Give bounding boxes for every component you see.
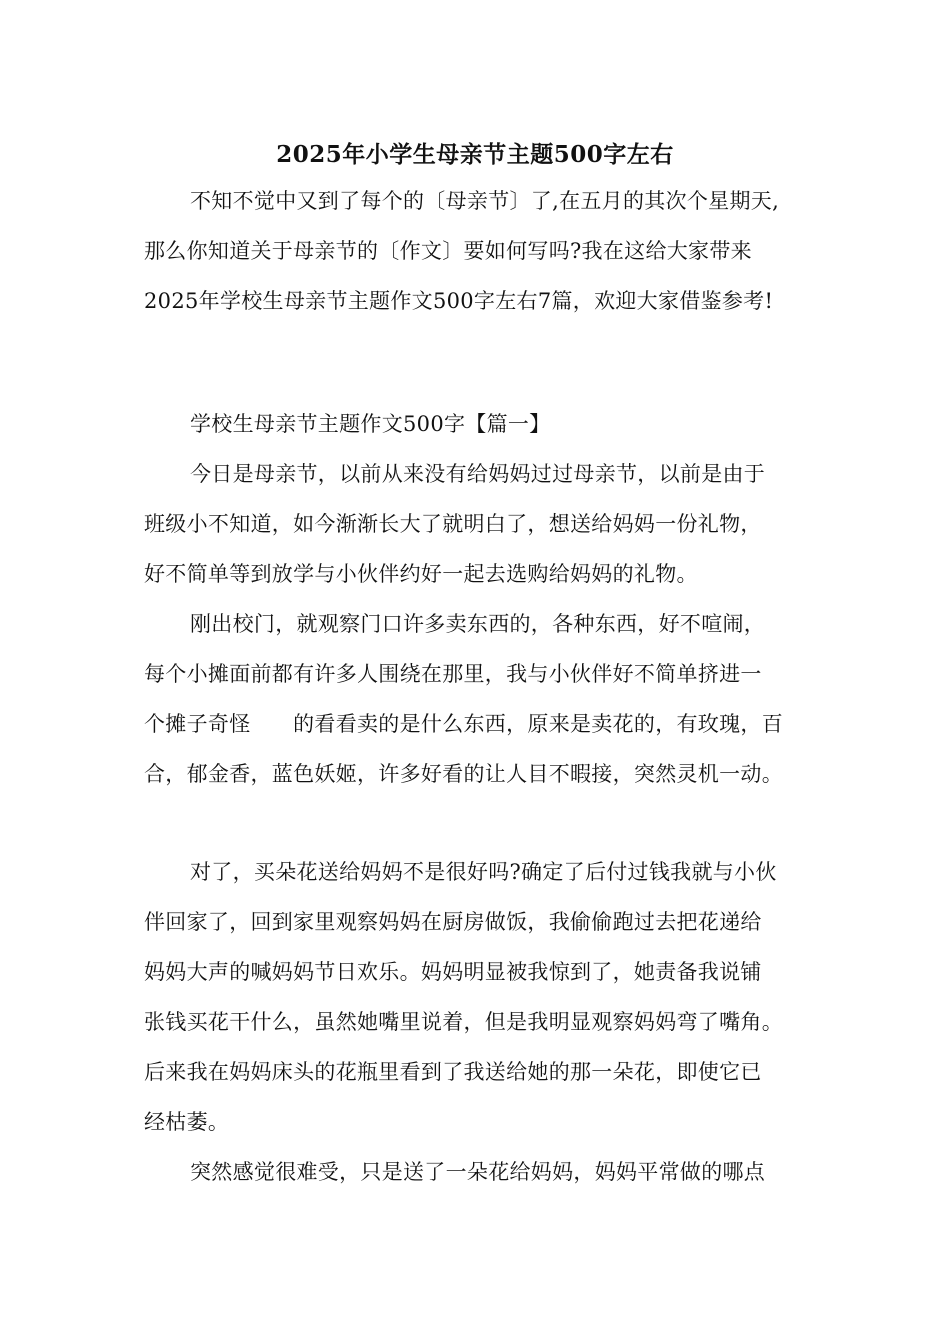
intro-line: 2025年学校生母亲节主题作文500字左右7篇，欢迎大家借鉴参考!	[144, 289, 774, 313]
paragraph-line: 张钱买花干什么，虽然她嘴里说着，但是我明显观察妈妈弯了嘴角。	[144, 1010, 783, 1034]
paragraph-line: 刚出校门，就观察门口许多卖东西的，各种东西，好不喧闹，	[190, 612, 766, 636]
paragraph-line: 好不简单等到放学与小伙伴约好一起去选购给妈妈的礼物。	[144, 562, 698, 586]
paragraph-line: 个摊子奇怪 的看看卖的是什么东西，原来是卖花的，有玫瑰，百	[144, 712, 783, 736]
intro-line: 那么你知道关于母亲节的〔作文〕要如何写吗?我在这给大家带来	[144, 239, 752, 263]
paragraph-line: 经枯萎。	[144, 1110, 230, 1134]
paragraph-line: 妈妈大声的喊妈妈节日欢乐。妈妈明显被我惊到了，她责备我说铺	[144, 960, 762, 984]
paragraph-line: 今日是母亲节，以前从来没有给妈妈过过母亲节，以前是由于	[190, 462, 766, 486]
paragraph-line: 对了，买朵花送给妈妈不是很好吗?确定了后付过钱我就与小伙	[190, 860, 777, 884]
paragraph-line: 每个小摊面前都有许多人围绕在那里，我与小伙伴好不简单挤进一	[144, 662, 762, 686]
document-title: 2025年小学生母亲节主题500字左右	[276, 141, 674, 168]
paragraph-line: 突然感觉很难受，只是送了一朵花给妈妈，妈妈平常做的哪点	[190, 1160, 766, 1184]
intro-line: 不知不觉中又到了每个的〔母亲节〕了,在五月的其次个星期天,	[190, 189, 780, 213]
paragraph-line: 伴回家了，回到家里观察妈妈在厨房做饭，我偷偷跑过去把花递给	[144, 910, 762, 934]
paragraph-line: 班级小不知道，如今渐渐长大了就明白了，想送给妈妈一份礼物，	[144, 512, 762, 536]
section-heading: 学校生母亲节主题作文500字【篇一】	[190, 412, 551, 436]
paragraph-line: 后来我在妈妈床头的花瓶里看到了我送给她的那一朵花，即使它已	[144, 1060, 762, 1084]
paragraph-line: 合，郁金香，蓝色妖姬，许多好看的让人目不暇接，突然灵机一动。	[144, 762, 783, 786]
